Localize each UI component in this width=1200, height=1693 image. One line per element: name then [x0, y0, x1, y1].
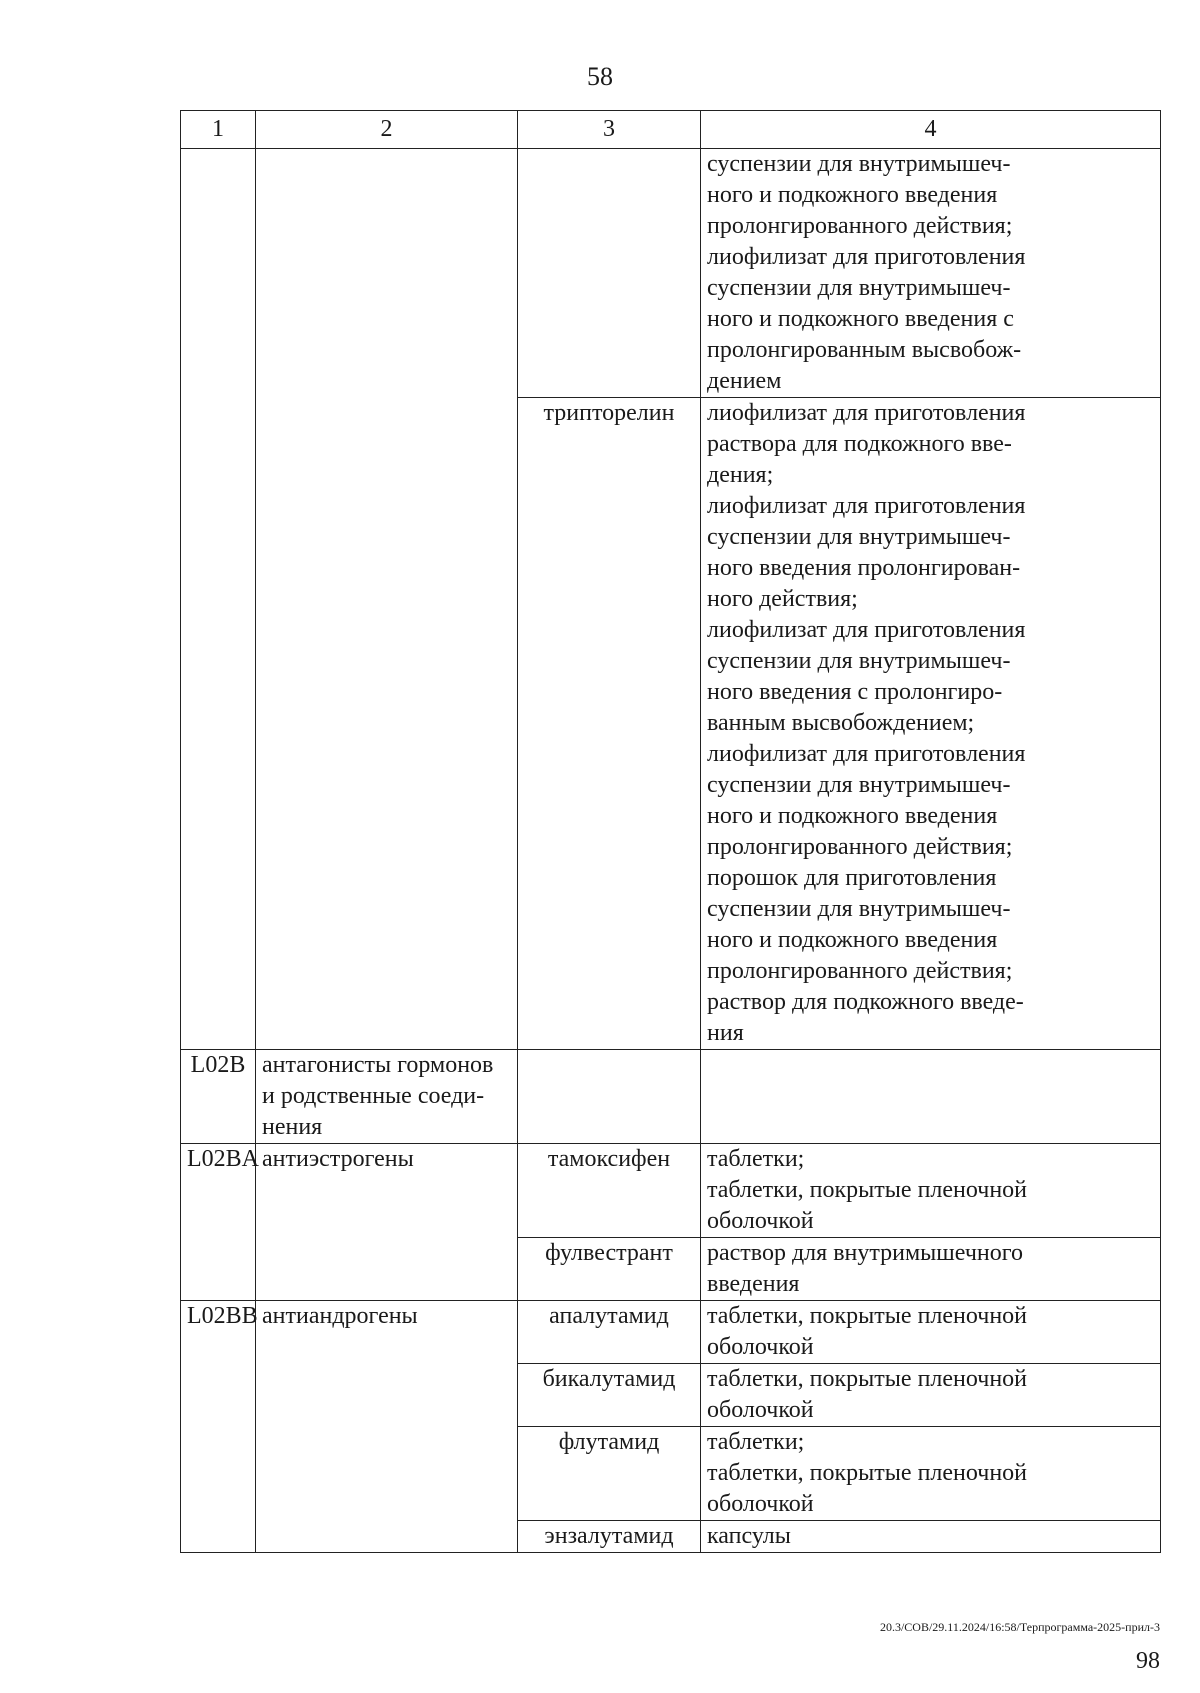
form-line: таблетки, покрытые пленочной	[707, 1303, 1028, 1329]
form-line: суспензии для внутримышеч-	[707, 151, 1011, 177]
atc-code-cell: L02BB	[181, 1301, 256, 1553]
form-line: суспензии для внутримышеч-	[707, 648, 1011, 674]
table-row	[181, 1144, 1161, 1238]
atc-code-cell: L02B	[181, 1050, 256, 1144]
form-line: лиофилизат для приготовления	[707, 244, 1026, 270]
header-col-1: 1	[181, 111, 256, 149]
forms-cell	[701, 1427, 1161, 1521]
group-cell	[256, 1144, 518, 1301]
form-line: таблетки;	[707, 1429, 805, 1455]
form-line: дением	[707, 368, 782, 394]
group-line: антиандрогены	[262, 1303, 418, 1329]
form-line: пролонгированным высвобож-	[707, 337, 1022, 363]
form-line: пролонгированного действия;	[707, 958, 1013, 984]
drug-cell: фулвестрант	[518, 1238, 701, 1301]
form-line: оболочкой	[707, 1334, 814, 1360]
form-line: ного введения с пролонгиро-	[707, 679, 1003, 705]
table-row	[181, 1050, 1161, 1144]
drug-cell	[518, 149, 701, 398]
group-line: антагонисты гормонов	[262, 1052, 494, 1078]
form-line: лиофилизат для приготовления	[707, 617, 1026, 643]
form-line: раствора для подкожного вве-	[707, 431, 1012, 457]
form-line: таблетки, покрытые пленочной	[707, 1460, 1028, 1486]
forms-cell	[701, 1050, 1161, 1144]
drug-cell: тамоксифен	[518, 1144, 701, 1238]
drug-cell: энзалутамид	[518, 1521, 701, 1553]
footer-document-code: 20.3/СОВ/29.11.2024/16:58/Терпрограмма-2025-прил-3	[879, 1620, 1160, 1634]
form-line: ванным высвобождением;	[707, 710, 975, 736]
form-line: оболочкой	[707, 1491, 814, 1517]
form-line: таблетки, покрытые пленочной	[707, 1366, 1028, 1392]
form-line: лиофилизат для приготовления	[707, 493, 1026, 519]
drug-cell: апалутамид	[518, 1301, 701, 1364]
form-line: ного введения пролонгирован-	[707, 555, 1021, 581]
drug-cell	[518, 1050, 701, 1144]
drug-cell: трипторелин	[518, 398, 701, 1050]
form-line: капсулы	[707, 1523, 791, 1549]
form-line: раствор для подкожного введе-	[707, 989, 1024, 1015]
header-col-3: 3	[518, 111, 701, 149]
form-line: ного и подкожного введения	[707, 182, 998, 208]
form-line: ного и подкожного введения с	[707, 306, 1014, 332]
forms-cell	[701, 398, 1161, 1050]
form-line: таблетки, покрытые пленочной	[707, 1177, 1028, 1203]
group-cell	[256, 149, 518, 1050]
group-cell	[256, 1050, 518, 1144]
group-cell	[256, 1301, 518, 1553]
footer-page-number: 98	[1136, 1648, 1160, 1674]
drug-cell: флутамид	[518, 1427, 701, 1521]
group-line: антиэстрогены	[262, 1146, 414, 1172]
form-line: ного и подкожного введения	[707, 927, 998, 953]
forms-cell	[701, 1521, 1161, 1553]
form-line: ния	[707, 1020, 744, 1046]
form-line: лиофилизат для приготовления	[707, 400, 1026, 426]
group-line: нения	[262, 1114, 323, 1140]
table-row	[181, 1301, 1161, 1364]
form-line: оболочкой	[707, 1397, 814, 1423]
form-line: дения;	[707, 462, 774, 488]
forms-cell	[701, 1238, 1161, 1301]
form-line: ного действия;	[707, 586, 858, 612]
atc-code-cell: L02BA	[181, 1144, 256, 1301]
form-line: оболочкой	[707, 1208, 814, 1234]
form-line: суспензии для внутримышеч-	[707, 896, 1011, 922]
form-line: введения	[707, 1271, 800, 1297]
form-line: пролонгированного действия;	[707, 213, 1013, 239]
forms-cell	[701, 1301, 1161, 1364]
drug-table	[180, 110, 1161, 1553]
drug-cell: бикалутамид	[518, 1364, 701, 1427]
form-line: лиофилизат для приготовления	[707, 741, 1026, 767]
form-line: суспензии для внутримышеч-	[707, 524, 1011, 550]
group-line: и родственные соеди-	[262, 1083, 485, 1109]
form-line: суспензии для внутримышеч-	[707, 275, 1011, 301]
form-line: таблетки;	[707, 1146, 805, 1172]
form-line: суспензии для внутримышеч-	[707, 772, 1011, 798]
header-row	[181, 111, 1161, 149]
form-line: ного и подкожного введения	[707, 803, 998, 829]
form-line: пролонгированного действия;	[707, 834, 1013, 860]
form-line: раствор для внутримышечного	[707, 1240, 1023, 1266]
forms-cell	[701, 1364, 1161, 1427]
header-col-2: 2	[256, 111, 518, 149]
header-col-4: 4	[701, 111, 1161, 149]
table-row	[181, 149, 1161, 398]
page-number: 58	[587, 62, 613, 91]
forms-cell	[701, 1144, 1161, 1238]
form-line: порошок для приготовления	[707, 865, 997, 891]
atc-code-cell	[181, 149, 256, 1050]
forms-cell	[701, 149, 1161, 398]
